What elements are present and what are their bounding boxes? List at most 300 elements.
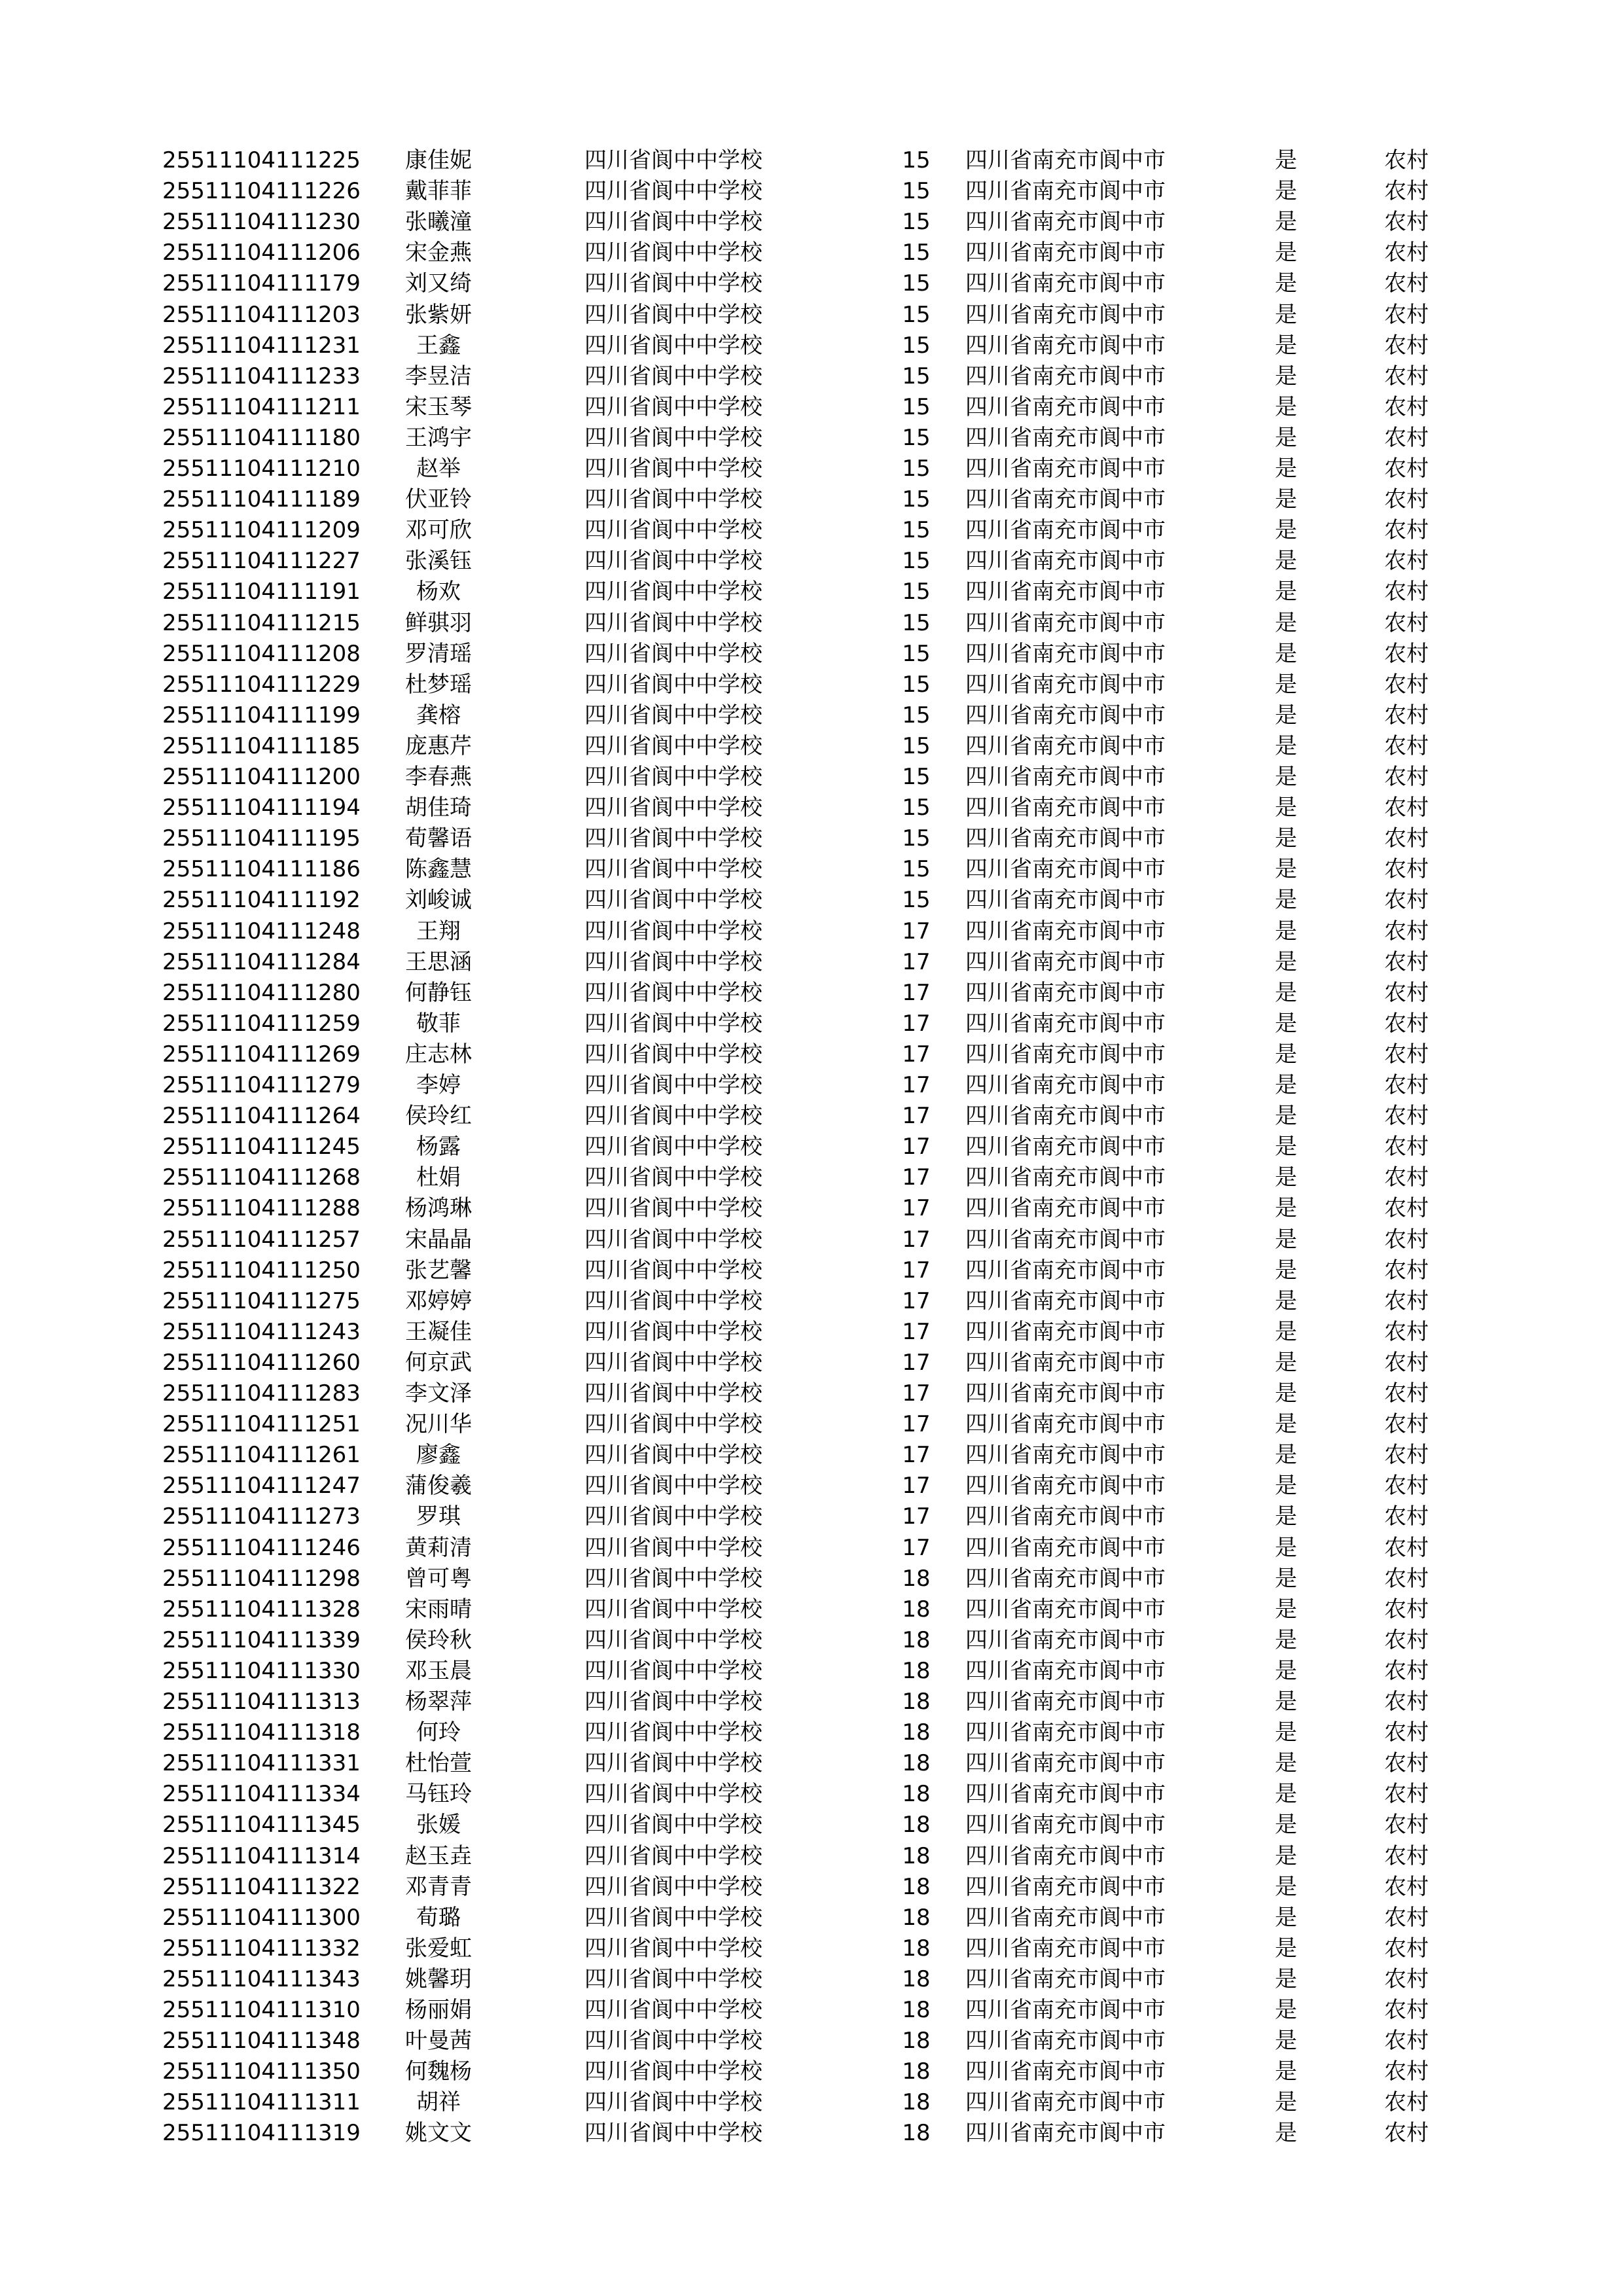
location: 四川省南充市阆中市 [965, 1442, 1166, 1469]
area-type: 农村 [1384, 856, 1429, 883]
class-number: 15 [902, 732, 931, 759]
class-number: 15 [902, 579, 931, 605]
school-name: 四川省阆中中学校 [584, 671, 762, 698]
status-flag: 是 [1275, 147, 1297, 173]
student-name: 张艺馨 [405, 1257, 472, 1283]
school-name: 四川省阆中中学校 [584, 1842, 762, 1869]
student-id: 25511104111332 [162, 1935, 361, 1962]
school-name: 四川省阆中中学校 [584, 332, 762, 359]
student-id: 25511104111322 [162, 1873, 361, 1900]
status-flag: 是 [1275, 979, 1297, 1006]
status-flag: 是 [1275, 2028, 1297, 2054]
area-type: 农村 [1384, 918, 1429, 944]
school-name: 四川省阆中中学校 [584, 1997, 762, 2023]
status-flag: 是 [1275, 579, 1297, 605]
student-name: 邓可欣 [405, 517, 472, 544]
status-flag: 是 [1275, 702, 1297, 728]
location: 四川省南充市阆中市 [965, 1010, 1166, 1037]
table-row [0, 1070, 1623, 1101]
location: 四川省南充市阆中市 [965, 1842, 1166, 1869]
location: 四川省南充市阆中市 [965, 1349, 1166, 1376]
table-row [0, 300, 1623, 331]
school-name: 四川省阆中中学校 [584, 918, 762, 944]
table-row [0, 608, 1623, 639]
table-row [0, 1687, 1623, 1717]
table-row [0, 1501, 1623, 1532]
student-id: 25511104111283 [162, 1380, 361, 1407]
status-flag: 是 [1275, 1596, 1297, 1623]
table-row [0, 823, 1623, 854]
area-type: 农村 [1384, 979, 1429, 1006]
location: 四川省南充市阆中市 [965, 1534, 1166, 1561]
table-row [0, 484, 1623, 515]
student-id: 25511104111275 [162, 1287, 361, 1314]
class-number: 15 [902, 887, 931, 914]
area-type: 农村 [1384, 1812, 1429, 1839]
area-type: 农村 [1384, 702, 1429, 728]
student-id: 25511104111246 [162, 1534, 361, 1561]
school-name: 四川省阆中中学校 [584, 1380, 762, 1407]
table-row [0, 854, 1623, 885]
class-number: 17 [902, 1195, 931, 1222]
student-id: 25511104111191 [162, 579, 361, 605]
status-flag: 是 [1275, 671, 1297, 698]
student-id: 25511104111200 [162, 764, 361, 790]
student-name: 侯玲红 [405, 1103, 472, 1130]
student-id: 25511104111284 [162, 948, 361, 975]
class-number: 15 [902, 764, 931, 790]
status-flag: 是 [1275, 825, 1297, 852]
status-flag: 是 [1275, 301, 1297, 328]
table-row [0, 885, 1623, 916]
status-flag: 是 [1275, 424, 1297, 451]
table-row [0, 1009, 1623, 1039]
area-type: 农村 [1384, 456, 1429, 482]
student-name: 蒲俊羲 [405, 1473, 472, 1499]
area-type: 农村 [1384, 640, 1429, 667]
student-id: 25511104111311 [162, 2089, 361, 2116]
area-type: 农村 [1384, 517, 1429, 544]
school-name: 四川省阆中中学校 [584, 1349, 762, 1376]
location: 四川省南充市阆中市 [965, 1657, 1166, 1684]
table-row [0, 546, 1623, 577]
student-name: 赵玉垚 [405, 1842, 472, 1869]
status-flag: 是 [1275, 764, 1297, 790]
student-name: 龚榕 [416, 702, 461, 728]
school-name: 四川省阆中中学校 [584, 1287, 762, 1314]
status-flag: 是 [1275, 1965, 1297, 1992]
class-number: 17 [902, 1349, 931, 1376]
area-type: 农村 [1384, 1719, 1429, 1746]
area-type: 农村 [1384, 1411, 1429, 1438]
student-id: 25511104111298 [162, 1565, 361, 1592]
location: 四川省南充市阆中市 [965, 1072, 1166, 1098]
school-name: 四川省阆中中学校 [584, 609, 762, 636]
status-flag: 是 [1275, 393, 1297, 420]
student-name: 胡佳琦 [405, 795, 472, 821]
status-flag: 是 [1275, 1719, 1297, 1746]
student-id: 25511104111348 [162, 2028, 361, 2054]
student-id: 25511104111226 [162, 178, 361, 205]
student-id: 25511104111195 [162, 825, 361, 852]
table-row [0, 793, 1623, 823]
area-type: 农村 [1384, 1164, 1429, 1191]
area-type: 农村 [1384, 1195, 1429, 1222]
school-name: 四川省阆中中学校 [584, 2058, 762, 2085]
location: 四川省南充市阆中市 [965, 732, 1166, 759]
student-id: 25511104111343 [162, 1965, 361, 1992]
class-number: 17 [902, 1257, 931, 1283]
area-type: 农村 [1384, 609, 1429, 636]
area-type: 农村 [1384, 1349, 1429, 1376]
table-row [0, 762, 1623, 793]
status-flag: 是 [1275, 732, 1297, 759]
table-row [0, 176, 1623, 207]
student-id: 25511104111288 [162, 1195, 361, 1222]
class-number: 18 [902, 1904, 931, 1931]
student-id: 25511104111215 [162, 609, 361, 636]
class-number: 17 [902, 1380, 931, 1407]
status-flag: 是 [1275, 1041, 1297, 1067]
student-id: 25511104111273 [162, 1503, 361, 1530]
status-flag: 是 [1275, 948, 1297, 975]
location: 四川省南充市阆中市 [965, 2058, 1166, 2085]
area-type: 农村 [1384, 1750, 1429, 1777]
status-flag: 是 [1275, 1226, 1297, 1253]
area-type: 农村 [1384, 579, 1429, 605]
class-number: 18 [902, 2120, 931, 2147]
status-flag: 是 [1275, 1287, 1297, 1314]
class-number: 17 [902, 1072, 931, 1098]
student-name: 庞惠芹 [405, 732, 472, 759]
student-id: 25511104111243 [162, 1318, 361, 1345]
school-name: 四川省阆中中学校 [584, 1689, 762, 1715]
school-name: 四川省阆中中学校 [584, 1904, 762, 1931]
area-type: 农村 [1384, 178, 1429, 205]
class-number: 15 [902, 270, 931, 297]
school-name: 四川省阆中中学校 [584, 2028, 762, 2054]
location: 四川省南充市阆中市 [965, 456, 1166, 482]
table-row [0, 1162, 1623, 1193]
status-flag: 是 [1275, 2089, 1297, 2116]
status-flag: 是 [1275, 1904, 1297, 1931]
student-name: 杜怡萱 [405, 1750, 472, 1777]
student-name: 何静钰 [405, 979, 472, 1006]
class-number: 15 [902, 178, 931, 205]
status-flag: 是 [1275, 270, 1297, 297]
school-name: 四川省阆中中学校 [584, 270, 762, 297]
location: 四川省南充市阆中市 [965, 2120, 1166, 2147]
school-name: 四川省阆中中学校 [584, 1072, 762, 1098]
school-name: 四川省阆中中学校 [584, 240, 762, 266]
student-id: 25511104111194 [162, 795, 361, 821]
status-flag: 是 [1275, 1411, 1297, 1438]
student-name: 鲜骐羽 [405, 609, 472, 636]
school-name: 四川省阆中中学校 [584, 825, 762, 852]
school-name: 四川省阆中中学校 [584, 1226, 762, 1253]
class-number: 18 [902, 1812, 931, 1839]
table-row [0, 1255, 1623, 1286]
school-name: 四川省阆中中学校 [584, 209, 762, 236]
class-number: 15 [902, 702, 931, 728]
area-type: 农村 [1384, 1596, 1429, 1623]
location: 四川省南充市阆中市 [965, 1257, 1166, 1283]
status-flag: 是 [1275, 918, 1297, 944]
status-flag: 是 [1275, 240, 1297, 266]
location: 四川省南充市阆中市 [965, 856, 1166, 883]
status-flag: 是 [1275, 1812, 1297, 1839]
area-type: 农村 [1384, 671, 1429, 698]
table-row [0, 1564, 1623, 1594]
student-id: 25511104111185 [162, 732, 361, 759]
class-number: 15 [902, 456, 931, 482]
class-number: 17 [902, 1287, 931, 1314]
table-row [0, 978, 1623, 1009]
area-type: 农村 [1384, 1534, 1429, 1561]
location: 四川省南充市阆中市 [965, 764, 1166, 790]
class-number: 18 [902, 1689, 931, 1715]
area-type: 农村 [1384, 393, 1429, 420]
area-type: 农村 [1384, 209, 1429, 236]
status-flag: 是 [1275, 1010, 1297, 1037]
class-number: 18 [902, 1781, 931, 1808]
location: 四川省南充市阆中市 [965, 918, 1166, 944]
area-type: 农村 [1384, 424, 1429, 451]
school-name: 四川省阆中中学校 [584, 1010, 762, 1037]
class-number: 17 [902, 1103, 931, 1130]
status-flag: 是 [1275, 486, 1297, 513]
student-name: 王凝佳 [405, 1318, 472, 1345]
table-row [0, 916, 1623, 947]
location: 四川省南充市阆中市 [965, 702, 1166, 728]
student-name: 宋晶晶 [405, 1226, 472, 1253]
table-row [0, 1409, 1623, 1440]
school-name: 四川省阆中中学校 [584, 1812, 762, 1839]
status-flag: 是 [1275, 1781, 1297, 1808]
location: 四川省南充市阆中市 [965, 887, 1166, 914]
student-id: 25511104111203 [162, 301, 361, 328]
area-type: 农村 [1384, 1041, 1429, 1067]
student-name: 王鸿宇 [405, 424, 472, 451]
student-name: 曾可粤 [405, 1565, 472, 1592]
class-number: 17 [902, 1134, 931, 1160]
location: 四川省南充市阆中市 [965, 1318, 1166, 1345]
area-type: 农村 [1384, 1626, 1429, 1653]
location: 四川省南充市阆中市 [965, 1380, 1166, 1407]
location: 四川省南充市阆中市 [965, 1565, 1166, 1592]
school-name: 四川省阆中中学校 [584, 1626, 762, 1653]
class-number: 15 [902, 301, 931, 328]
student-id: 25511104111208 [162, 640, 361, 667]
table-row [0, 423, 1623, 454]
location: 四川省南充市阆中市 [965, 363, 1166, 389]
class-number: 18 [902, 1565, 931, 1592]
location: 四川省南充市阆中市 [965, 1904, 1166, 1931]
table-row [0, 1933, 1623, 1964]
student-name: 廖鑫 [416, 1442, 461, 1469]
student-id: 25511104111230 [162, 209, 361, 236]
school-name: 四川省阆中中学校 [584, 1873, 762, 1900]
table-row [0, 392, 1623, 423]
class-number: 15 [902, 640, 931, 667]
table-row [0, 1779, 1623, 1810]
location: 四川省南充市阆中市 [965, 424, 1166, 451]
table-row [0, 238, 1623, 268]
location: 四川省南充市阆中市 [965, 1812, 1166, 1839]
table-row [0, 1378, 1623, 1409]
student-id: 25511104111210 [162, 456, 361, 482]
area-type: 农村 [1384, 1257, 1429, 1283]
class-number: 17 [902, 1164, 931, 1191]
student-id: 25511104111313 [162, 1689, 361, 1715]
student-id: 25511104111189 [162, 486, 361, 513]
student-name: 杨欢 [416, 579, 461, 605]
school-name: 四川省阆中中学校 [584, 393, 762, 420]
status-flag: 是 [1275, 332, 1297, 359]
table-row [0, 731, 1623, 762]
class-number: 17 [902, 1010, 931, 1037]
student-name: 马钰玲 [405, 1781, 472, 1808]
table-row [0, 268, 1623, 299]
school-name: 四川省阆中中学校 [584, 517, 762, 544]
student-id: 25511104111248 [162, 918, 361, 944]
school-name: 四川省阆中中学校 [584, 856, 762, 883]
location: 四川省南充市阆中市 [965, 1134, 1166, 1160]
location: 四川省南充市阆中市 [965, 517, 1166, 544]
area-type: 农村 [1384, 2058, 1429, 2085]
area-type: 农村 [1384, 2028, 1429, 2054]
student-id: 25511104111231 [162, 332, 361, 359]
class-number: 15 [902, 671, 931, 698]
school-name: 四川省阆中中学校 [584, 456, 762, 482]
location: 四川省南充市阆中市 [965, 240, 1166, 266]
student-id: 25511104111229 [162, 671, 361, 698]
student-name: 宋金燕 [405, 240, 472, 266]
student-name: 姚文文 [405, 2120, 472, 2147]
class-number: 18 [902, 1719, 931, 1746]
school-name: 四川省阆中中学校 [584, 301, 762, 328]
student-name: 姚馨玥 [405, 1965, 472, 1992]
student-id: 25511104111192 [162, 887, 361, 914]
student-id: 25511104111233 [162, 363, 361, 389]
status-flag: 是 [1275, 1380, 1297, 1407]
student-name: 李文泽 [405, 1380, 472, 1407]
area-type: 农村 [1384, 887, 1429, 914]
school-name: 四川省阆中中学校 [584, 1164, 762, 1191]
area-type: 农村 [1384, 1134, 1429, 1160]
area-type: 农村 [1384, 764, 1429, 790]
status-flag: 是 [1275, 517, 1297, 544]
status-flag: 是 [1275, 1442, 1297, 1469]
location: 四川省南充市阆中市 [965, 1781, 1166, 1808]
location: 四川省南充市阆中市 [965, 486, 1166, 513]
table-row [0, 1810, 1623, 1840]
table-row [0, 454, 1623, 484]
school-name: 四川省阆中中学校 [584, 764, 762, 790]
student-name: 张媛 [416, 1812, 461, 1839]
status-flag: 是 [1275, 1473, 1297, 1499]
table-row [0, 1286, 1623, 1317]
class-number: 15 [902, 147, 931, 173]
area-type: 农村 [1384, 1318, 1429, 1345]
area-type: 农村 [1384, 1473, 1429, 1499]
location: 四川省南充市阆中市 [965, 548, 1166, 575]
school-name: 四川省阆中中学校 [584, 1719, 762, 1746]
student-name: 杨露 [416, 1134, 461, 1160]
class-number: 17 [902, 1503, 931, 1530]
class-number: 18 [902, 1997, 931, 2023]
school-name: 四川省阆中中学校 [584, 1411, 762, 1438]
class-number: 17 [902, 1318, 931, 1345]
area-type: 农村 [1384, 548, 1429, 575]
location: 四川省南充市阆中市 [965, 579, 1166, 605]
status-flag: 是 [1275, 1689, 1297, 1715]
student-name: 黄莉清 [405, 1534, 472, 1561]
area-type: 农村 [1384, 147, 1429, 173]
class-number: 15 [902, 424, 931, 451]
student-id: 25511104111211 [162, 393, 361, 420]
class-number: 18 [902, 1657, 931, 1684]
class-number: 17 [902, 948, 931, 975]
class-number: 15 [902, 363, 931, 389]
area-type: 农村 [1384, 1010, 1429, 1037]
location: 四川省南充市阆中市 [965, 1750, 1166, 1777]
student-name: 王思涵 [405, 948, 472, 975]
student-id: 25511104111328 [162, 1596, 361, 1623]
student-name: 杨鸿琳 [405, 1195, 472, 1222]
student-name: 邓青青 [405, 1873, 472, 1900]
class-number: 18 [902, 1596, 931, 1623]
school-name: 四川省阆中中学校 [584, 1195, 762, 1222]
student-id: 25511104111310 [162, 1997, 361, 2023]
student-id: 25511104111225 [162, 147, 361, 173]
status-flag: 是 [1275, 363, 1297, 389]
area-type: 农村 [1384, 2089, 1429, 2116]
student-name: 荀璐 [416, 1904, 461, 1931]
status-flag: 是 [1275, 456, 1297, 482]
class-number: 17 [902, 1473, 931, 1499]
location: 四川省南充市阆中市 [965, 393, 1166, 420]
area-type: 农村 [1384, 1904, 1429, 1931]
table-row [0, 1872, 1623, 1903]
table-row [0, 331, 1623, 361]
student-name: 李春燕 [405, 764, 472, 790]
location: 四川省南充市阆中市 [965, 1965, 1166, 1992]
table-row [0, 1625, 1623, 1656]
student-name: 李婷 [416, 1072, 461, 1098]
area-type: 农村 [1384, 332, 1429, 359]
table-row [0, 670, 1623, 700]
student-name: 邓玉晨 [405, 1657, 472, 1684]
student-name: 荀馨语 [405, 825, 472, 852]
class-number: 18 [902, 1873, 931, 1900]
table-row [0, 1717, 1623, 1748]
student-id: 25511104111199 [162, 702, 361, 728]
class-number: 17 [902, 1041, 931, 1067]
class-number: 18 [902, 2028, 931, 2054]
class-number: 17 [902, 979, 931, 1006]
student-name: 侯玲秋 [405, 1626, 472, 1653]
student-id: 25511104111206 [162, 240, 361, 266]
table-row [0, 1995, 1623, 2026]
location: 四川省南充市阆中市 [965, 2089, 1166, 2116]
area-type: 农村 [1384, 1503, 1429, 1530]
location: 四川省南充市阆中市 [965, 1103, 1166, 1130]
student-id: 25511104111261 [162, 1442, 361, 1469]
area-type: 农村 [1384, 795, 1429, 821]
class-number: 17 [902, 1226, 931, 1253]
student-id: 25511104111245 [162, 1134, 361, 1160]
